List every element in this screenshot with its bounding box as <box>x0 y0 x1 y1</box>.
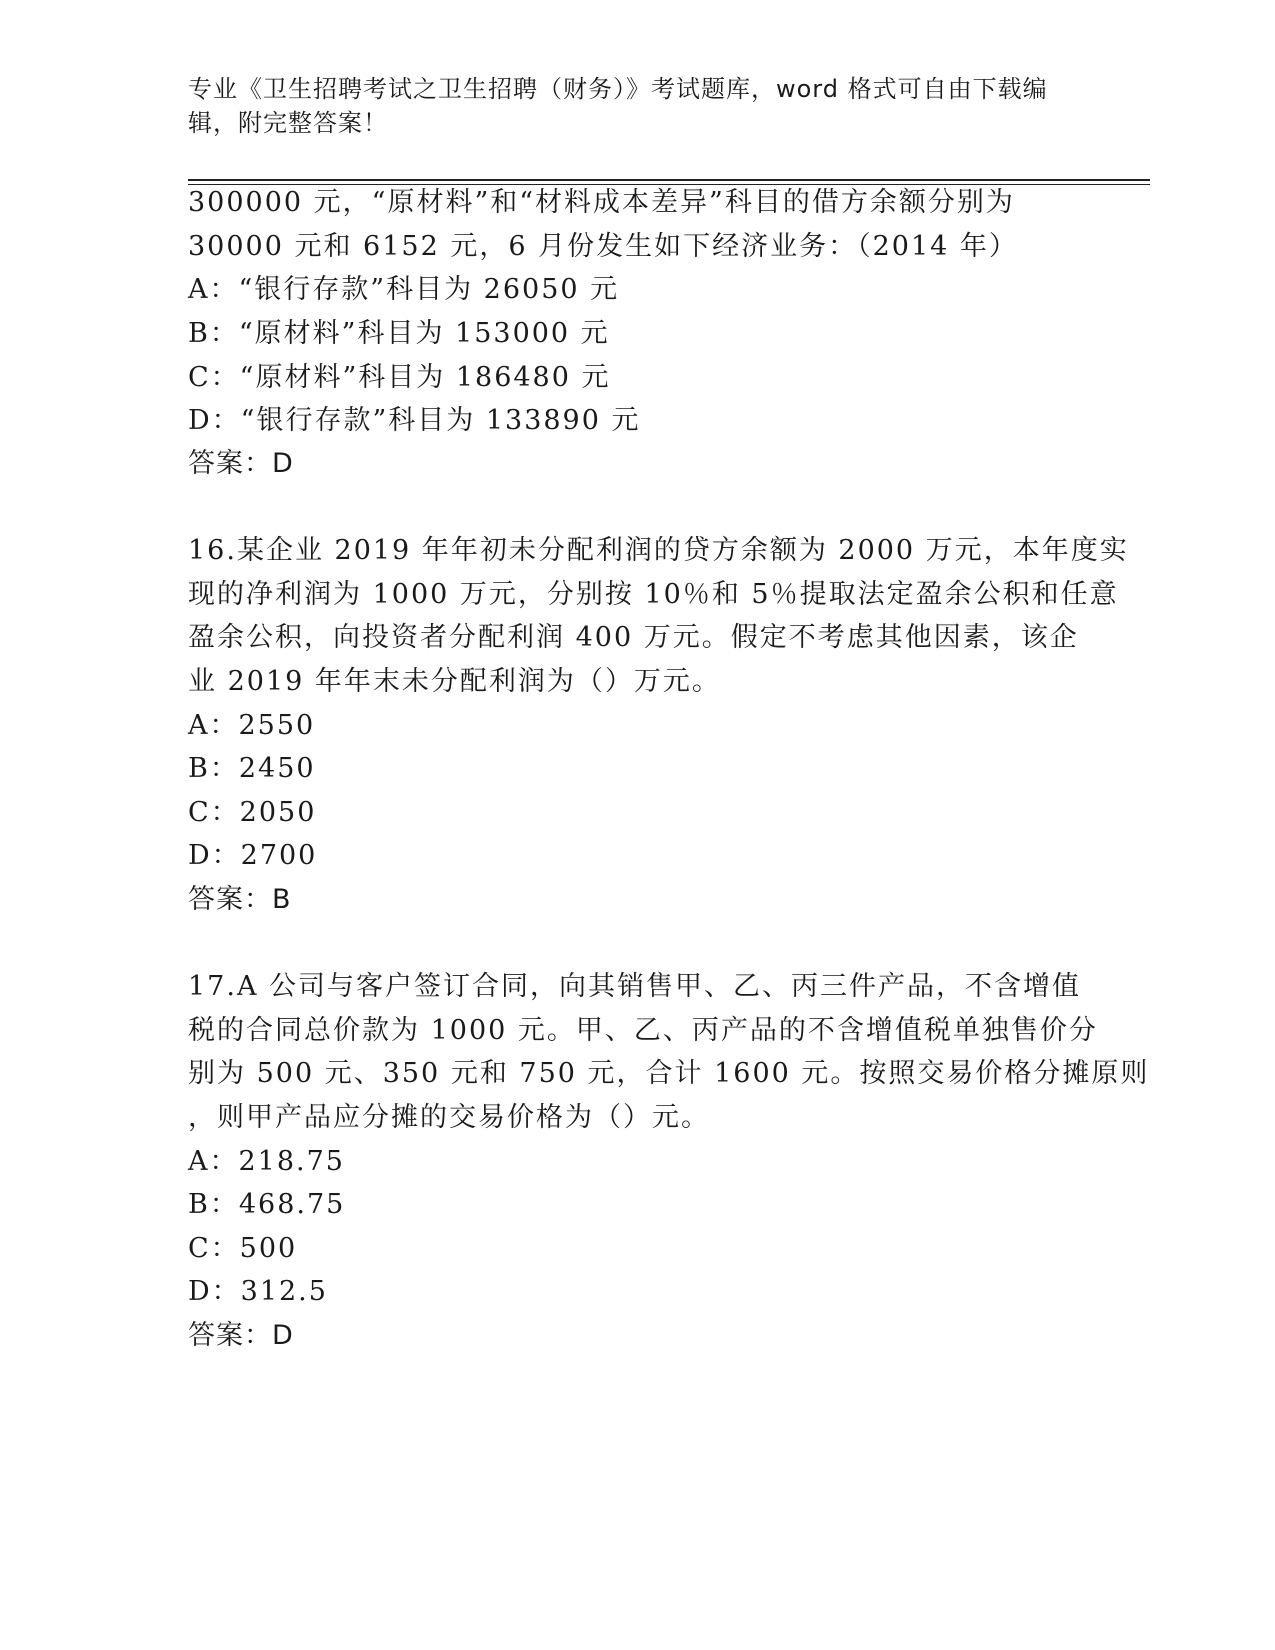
q15-option-b: B：“原材料”科目为 153000 元 <box>188 318 610 349</box>
q15-stem-line-2: 30000 元和 6152 元，6 月份发生如下经济业务：（2014 年） <box>188 231 1018 262</box>
q16-stem-line-1: 16.某企业 2019 年年初未分配利润的贷方余额为 2000 万元，本年度实 <box>188 535 1129 566</box>
q15-answer: 答案：D <box>188 448 294 479</box>
q16-option-a: A：2550 <box>188 710 316 741</box>
header-divider-thick <box>188 179 1150 181</box>
q16-option-d: D：2700 <box>188 840 318 871</box>
q17-option-c: C：500 <box>188 1233 298 1264</box>
q17-stem-line-1: 17.A 公司与客户签订合同，向其销售甲、乙、丙三件产品，不含增值 <box>188 971 1082 1002</box>
q16-option-b: B：2450 <box>188 753 316 784</box>
q16-stem-line-3: 盈余公积，向投资者分配利润 400 万元。假定不考虑其他因素，该企 <box>188 622 1079 653</box>
q17-stem-line-4: ，则甲产品应分摊的交易价格为（）元。 <box>188 1102 710 1133</box>
q17-option-b: B：468.75 <box>188 1189 346 1220</box>
q15-stem-line-1: 300000 元，“原材料”和“材料成本差异”科目的借方余额分别为 <box>188 187 1015 218</box>
q16-stem-line-4: 业 2019 年年末未分配利润为（）万元。 <box>188 666 721 697</box>
q17-stem-line-2: 税的合同总价款为 1000 元。甲、乙、丙产品的不含增值税单独售价分 <box>188 1015 1098 1046</box>
q15-option-d: D：“银行存款”科目为 133890 元 <box>188 405 641 436</box>
q15-option-c: C：“原材料”科目为 186480 元 <box>188 362 611 393</box>
q17-stem-line-3: 别为 500 元、350 元和 750 元，合计 1600 元。按照交易价格分摊原则 <box>188 1058 1150 1089</box>
q17-answer: 答案：D <box>188 1320 294 1351</box>
q17-option-a: A：218.75 <box>188 1146 345 1177</box>
q17-option-d: D：312.5 <box>188 1276 328 1307</box>
document-header: 专业《卫生招聘考试之卫生招聘（财务）》考试题库，word 格式可自由下载编辑，附完整答案！ <box>188 75 1048 137</box>
q16-answer: 答案：B <box>188 884 292 915</box>
q16-stem-line-2: 现的净利润为 1000 万元，分别按 10％和 5％提取法定盈余公积和任意 <box>188 579 1119 610</box>
q15-option-a: A：“银行存款”科目为 26050 元 <box>188 274 620 305</box>
q16-option-c: C：2050 <box>188 797 317 828</box>
